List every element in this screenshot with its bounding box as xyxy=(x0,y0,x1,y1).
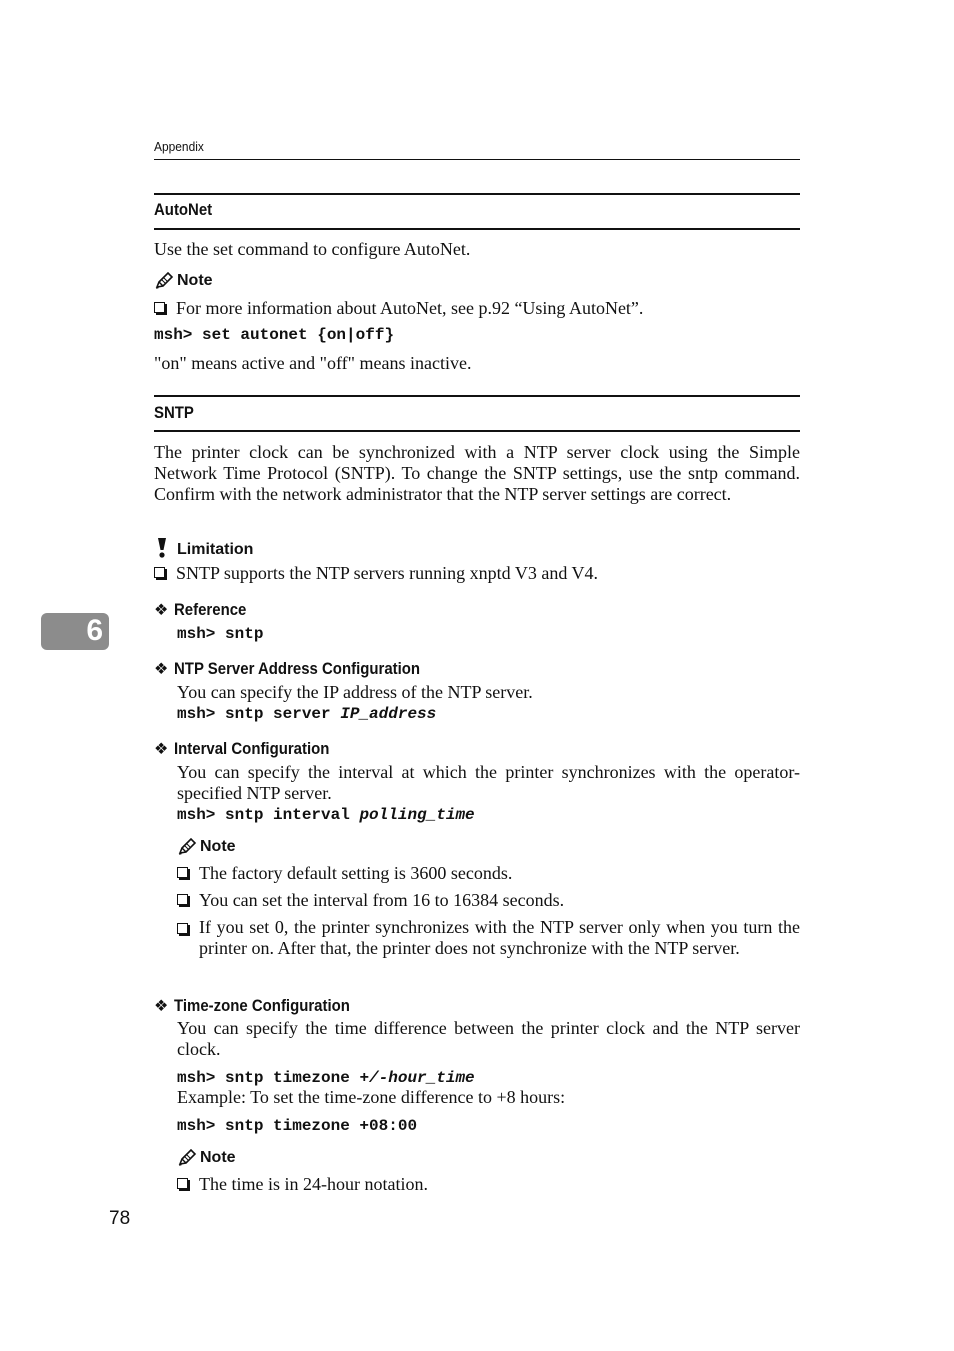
timezone-note-header xyxy=(177,1149,236,1167)
limitation-item xyxy=(154,563,598,584)
timezone-note-item xyxy=(177,1174,428,1195)
interval-config-header xyxy=(154,739,351,759)
server-config-title: NTP Server Address Configuration xyxy=(174,659,421,678)
note-item-text: For more information about AutoNet, see p.92 “Using AutoNet”. xyxy=(176,298,644,318)
limitation-label: Limitation xyxy=(177,541,254,558)
autonet-note-item xyxy=(154,298,643,319)
checkbox-bullet-icon xyxy=(177,867,188,878)
pencil-icon xyxy=(154,272,174,290)
server-config-desc: You can specify the IP address of the NTP server. xyxy=(177,682,533,702)
timezone-config-desc: You can specify the time difference between the printer clock and the NTP server clock. xyxy=(177,1018,800,1059)
section-bottom-rule xyxy=(154,228,800,230)
note-item-text: The time is in 24-hour notation. xyxy=(199,1174,428,1194)
command-argument: +/-hour_time xyxy=(359,1069,475,1087)
checkbox-bullet-icon xyxy=(154,302,165,313)
timezone-config-title: Time-zone Configuration xyxy=(174,996,351,1015)
page-number: 78 xyxy=(109,1208,131,1229)
diamond-icon: ❖ xyxy=(154,998,169,1015)
chapter-tab: 6 xyxy=(41,613,109,650)
running-head: Appendix xyxy=(154,139,204,154)
note-item-text: If you set 0, the printer synchronizes with the NTP server only when you turn the printer on. After that, the printer does not synchronize with the NTP server. xyxy=(199,917,800,958)
interval-config-command xyxy=(177,806,475,824)
checkbox-bullet-icon xyxy=(154,567,165,578)
diamond-icon: ❖ xyxy=(154,741,169,758)
interval-note-item xyxy=(177,890,564,911)
command-prefix: msh> sntp server xyxy=(177,705,341,723)
section-heading-sntp: SNTP xyxy=(154,403,194,422)
section-bottom-rule xyxy=(154,430,800,432)
sntp-intro: The printer clock can be synchronized with a NTP server clock using the Simple Network Time Protocol (SNTP). To change the SNTP settings, use the sntp command. Confirm with the network administrator that the NTP server settings are correct. xyxy=(154,442,800,504)
section-heading-autonet: AutoNet xyxy=(154,200,213,219)
interval-note-header xyxy=(177,838,236,856)
limitation-header xyxy=(154,537,253,559)
reference-header xyxy=(154,600,257,620)
checkbox-bullet-icon xyxy=(177,1178,188,1189)
exclamation-icon xyxy=(154,537,170,559)
reference-title: Reference xyxy=(174,600,247,619)
header-rule xyxy=(154,159,800,160)
server-config-header xyxy=(154,659,454,679)
server-config-command xyxy=(177,705,436,723)
section-top-rule xyxy=(154,193,800,195)
interval-config-desc: You can specify the interval at which the printer synchronizes with the operator-specified NTP server. xyxy=(177,762,800,803)
checkbox-bullet-icon xyxy=(177,894,188,905)
interval-note-item xyxy=(177,917,800,959)
command-prefix: msh> sntp interval xyxy=(177,806,360,824)
pencil-icon xyxy=(177,1149,197,1167)
interval-note-item xyxy=(177,863,512,884)
note-label: Note xyxy=(200,1149,236,1166)
diamond-icon: ❖ xyxy=(154,661,169,678)
interval-config-title: Interval Configuration xyxy=(174,739,330,758)
note-item-text: You can set the interval from 16 to 16384 seconds. xyxy=(199,890,565,910)
timezone-example: Example: To set the time-zone difference to +8 hours: xyxy=(177,1087,566,1107)
reference-command: msh> sntp xyxy=(177,625,264,643)
note-item-text: The factory default setting is 3600 seconds. xyxy=(199,863,513,883)
timezone-example-command: msh> sntp timezone +08:00 xyxy=(177,1117,418,1135)
autonet-command: msh> set autonet {on|off} xyxy=(154,326,395,344)
diamond-icon: ❖ xyxy=(154,602,169,619)
timezone-config-command xyxy=(177,1069,475,1087)
section-top-rule xyxy=(154,395,800,397)
autonet-explanation: "on" means active and "off" means inactive. xyxy=(154,353,472,373)
note-label: Note xyxy=(200,838,236,855)
autonet-intro: Use the set command to configure AutoNet. xyxy=(154,239,471,259)
command-prefix: msh> sntp timezone xyxy=(177,1069,360,1087)
command-argument: polling_time xyxy=(359,806,475,824)
autonet-note-header xyxy=(154,272,213,290)
command-argument: IP_address xyxy=(340,705,437,723)
pencil-icon xyxy=(177,838,197,856)
timezone-config-header xyxy=(154,996,374,1016)
limitation-item-text: SNTP supports the NTP servers running xnptd V3 and V4. xyxy=(176,563,598,583)
note-label: Note xyxy=(177,272,213,289)
checkbox-bullet-icon xyxy=(177,923,188,934)
